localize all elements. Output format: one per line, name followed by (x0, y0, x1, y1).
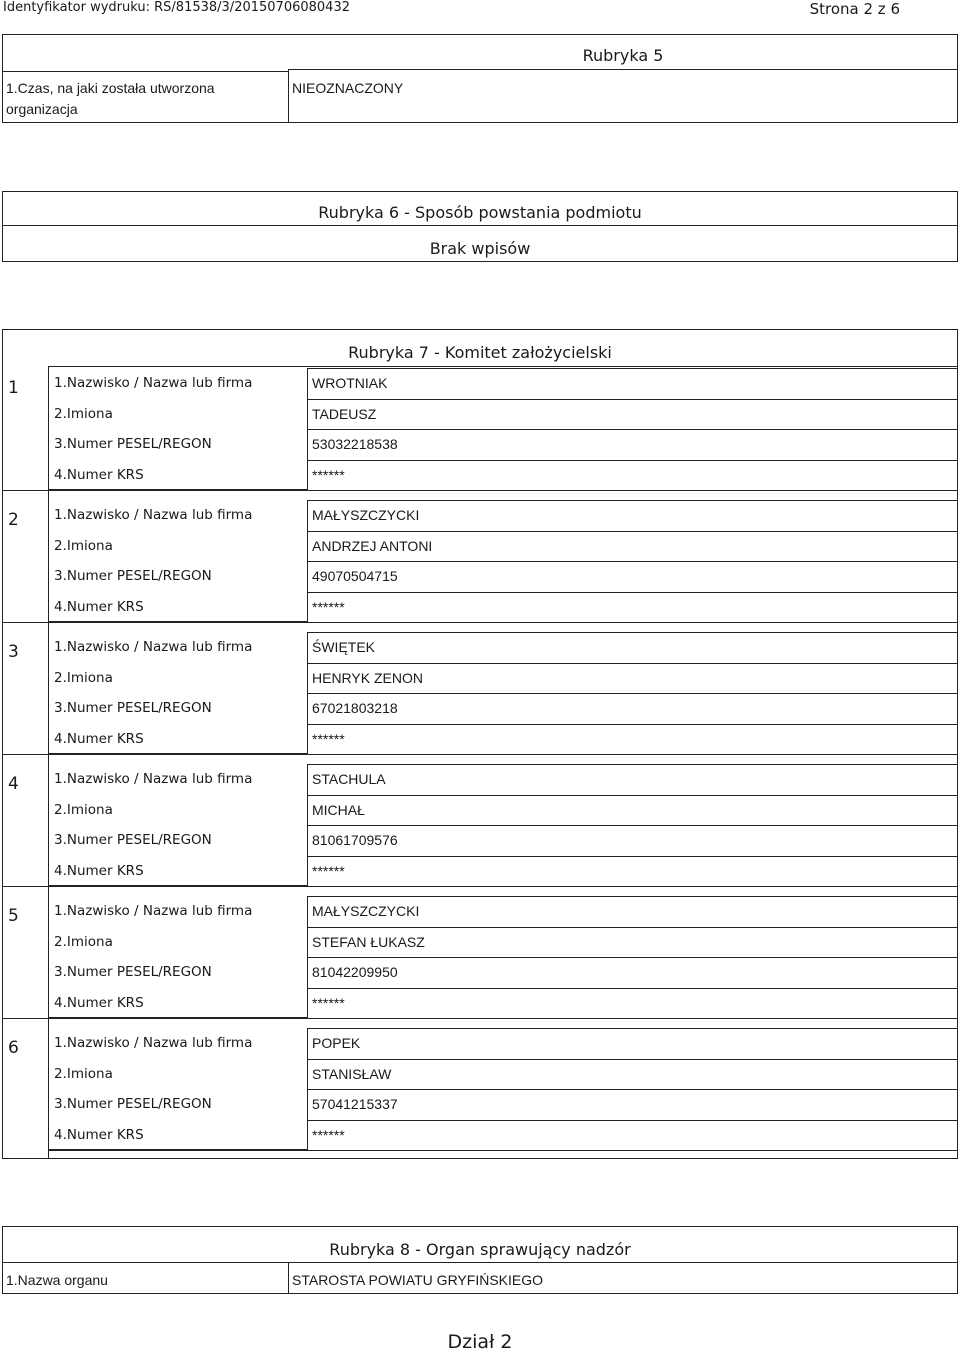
rubryka5-title: Rubryka 5 (582, 46, 664, 65)
member-value-cell (307, 1028, 958, 1059)
member-first-label: 2.Imiona (54, 933, 113, 950)
member-name-value: WROTNIAK (312, 375, 388, 391)
member-name-label: 1.Nazwisko / Nazwa lub firma (54, 1035, 253, 1051)
member-first-label: 2.Imiona (54, 405, 113, 422)
member-pesel-label: 3.Numer PESEL/REGON (54, 1096, 212, 1112)
member-first-value: STANISŁAW (312, 1065, 392, 1082)
member-block-separator (2, 490, 958, 491)
member-name-label: 1.Nazwisko / Nazwa lub firma (54, 903, 253, 919)
member-name-value: ŚWIĘTEK (312, 639, 376, 655)
member-first-value: HENRYK ZENON (312, 669, 423, 686)
member-label-separator (48, 1149, 308, 1150)
member-pesel-value: 53032218538 (312, 436, 398, 452)
member-name-value: MAŁYSZCZYCKI (312, 507, 420, 523)
rubryka8-title: Rubryka 8 - Organ sprawujący nadzór (329, 1240, 631, 1259)
member-value-cell (307, 764, 958, 795)
rubryka6-value: Brak wpisów (429, 239, 531, 258)
member-name-label: 1.Nazwisko / Nazwa lub firma (54, 375, 253, 391)
member-pesel-value: 49070504715 (312, 568, 398, 584)
member-block-separator (2, 754, 958, 755)
member-value-cell (307, 795, 958, 826)
member-first-value: MICHAŁ (312, 801, 365, 818)
member-pesel-value: 81061709576 (312, 832, 398, 848)
member-first-label: 2.Imiona (54, 1065, 113, 1082)
member-krs-label: 4.Numer KRS (54, 994, 144, 1011)
member-first-label: 2.Imiona (54, 537, 113, 554)
member-value-cell (307, 460, 958, 491)
member-name-label: 1.Nazwisko / Nazwa lub firma (54, 771, 253, 787)
member-pesel-value: 67021803218 (312, 700, 398, 716)
rubryka5-title-divider (288, 69, 958, 70)
member-block-separator (2, 886, 958, 887)
member-krs-value: ****** (312, 1126, 345, 1143)
member-first-label: 2.Imiona (54, 801, 113, 818)
rubryka7-title: Rubryka 7 - Komitet założycielski (348, 343, 612, 362)
member-value-cell (307, 531, 958, 562)
member-krs-value: ****** (312, 994, 345, 1011)
member-number: 6 (8, 1038, 19, 1058)
member-name-label: 1.Nazwisko / Nazwa lub firma (54, 639, 253, 655)
member-krs-label: 4.Numer KRS (54, 466, 144, 483)
page-number: Strona 2 z 6 (809, 0, 900, 18)
member-krs-value: ****** (312, 598, 345, 615)
rubryka5-left-divider (2, 71, 289, 72)
member-value-cell (307, 988, 958, 1019)
member-value-cell (307, 724, 958, 755)
member-name-value: MAŁYSZCZYCKI (312, 903, 420, 919)
member-number: 5 (8, 906, 19, 926)
member-value-cell (307, 856, 958, 887)
member-label-separator (48, 1017, 308, 1018)
member-number: 4 (8, 774, 19, 794)
member-value-cell (307, 368, 958, 399)
member-krs-label: 4.Numer KRS (54, 1126, 144, 1143)
member-first-value: ANDRZEJ ANTONI (312, 537, 433, 554)
print-identifier: Identyfikator wydruku: RS/81538/3/20150706080432 (3, 0, 350, 15)
member-krs-value: ****** (312, 466, 345, 483)
member-value-cell (307, 663, 958, 694)
rubryka8-divider (2, 1262, 958, 1263)
member-name-label: 1.Nazwisko / Nazwa lub firma (54, 507, 253, 523)
member-value-cell (307, 693, 958, 724)
member-number: 3 (8, 642, 19, 662)
rubryka6-divider (2, 225, 958, 226)
rubryka7-title-divider (48, 366, 958, 367)
member-value-cell (307, 429, 958, 460)
member-first-value: STEFAN ŁUKASZ (312, 933, 425, 950)
member-pesel-label: 3.Numer PESEL/REGON (54, 568, 212, 584)
member-name-value: POPEK (312, 1035, 361, 1051)
member-block-separator (48, 1150, 958, 1151)
rubryka5-col-divider (288, 69, 289, 123)
rubryka5-label-line2: organizacja (6, 101, 78, 117)
member-block-separator (2, 622, 958, 623)
member-value-cell (307, 1120, 958, 1151)
member-number: 2 (8, 510, 19, 530)
member-value-cell (307, 561, 958, 592)
rubryka5-label-line1: 1.Czas, na jaki została utworzona (6, 80, 215, 96)
member-krs-label: 4.Numer KRS (54, 862, 144, 879)
rubryka5-value: NIEOZNACZONY (292, 80, 404, 96)
member-krs-value: ****** (312, 730, 345, 747)
member-first-value: TADEUSZ (312, 405, 377, 422)
member-value-cell (307, 592, 958, 623)
member-number: 1 (8, 378, 19, 398)
rubryka8-col-divider (288, 1262, 289, 1294)
member-name-value: STACHULA (312, 771, 386, 787)
member-label-separator (48, 621, 308, 622)
member-label-separator (48, 489, 308, 490)
member-value-cell (307, 825, 958, 856)
member-pesel-value: 81042209950 (312, 964, 398, 980)
member-pesel-label: 3.Numer PESEL/REGON (54, 964, 212, 980)
member-krs-label: 4.Numer KRS (54, 730, 144, 747)
member-pesel-label: 3.Numer PESEL/REGON (54, 436, 212, 452)
member-label-separator (48, 885, 308, 886)
rubryka6-title: Rubryka 6 - Sposób powstania podmiotu (318, 203, 642, 222)
member-value-cell (307, 896, 958, 927)
member-krs-label: 4.Numer KRS (54, 598, 144, 615)
member-pesel-label: 3.Numer PESEL/REGON (54, 832, 212, 848)
member-block-separator (2, 1018, 958, 1019)
member-krs-value: ****** (312, 862, 345, 879)
member-pesel-label: 3.Numer PESEL/REGON (54, 700, 212, 716)
rubryka7-number-column (48, 366, 49, 1159)
member-value-cell (307, 1059, 958, 1090)
member-value-cell (307, 927, 958, 958)
member-pesel-value: 57041215337 (312, 1096, 398, 1112)
member-first-label: 2.Imiona (54, 669, 113, 686)
member-value-cell (307, 500, 958, 531)
member-label-separator (48, 753, 308, 754)
rubryka8-label: 1.Nazwa organu (6, 1272, 108, 1288)
section-footer: Dział 2 (447, 1331, 513, 1353)
rubryka8-value: STAROSTA POWIATU GRYFIŃSKIEGO (292, 1272, 543, 1288)
member-value-cell (307, 1089, 958, 1120)
member-value-cell (307, 957, 958, 988)
member-value-cell (307, 399, 958, 430)
member-value-cell (307, 632, 958, 663)
